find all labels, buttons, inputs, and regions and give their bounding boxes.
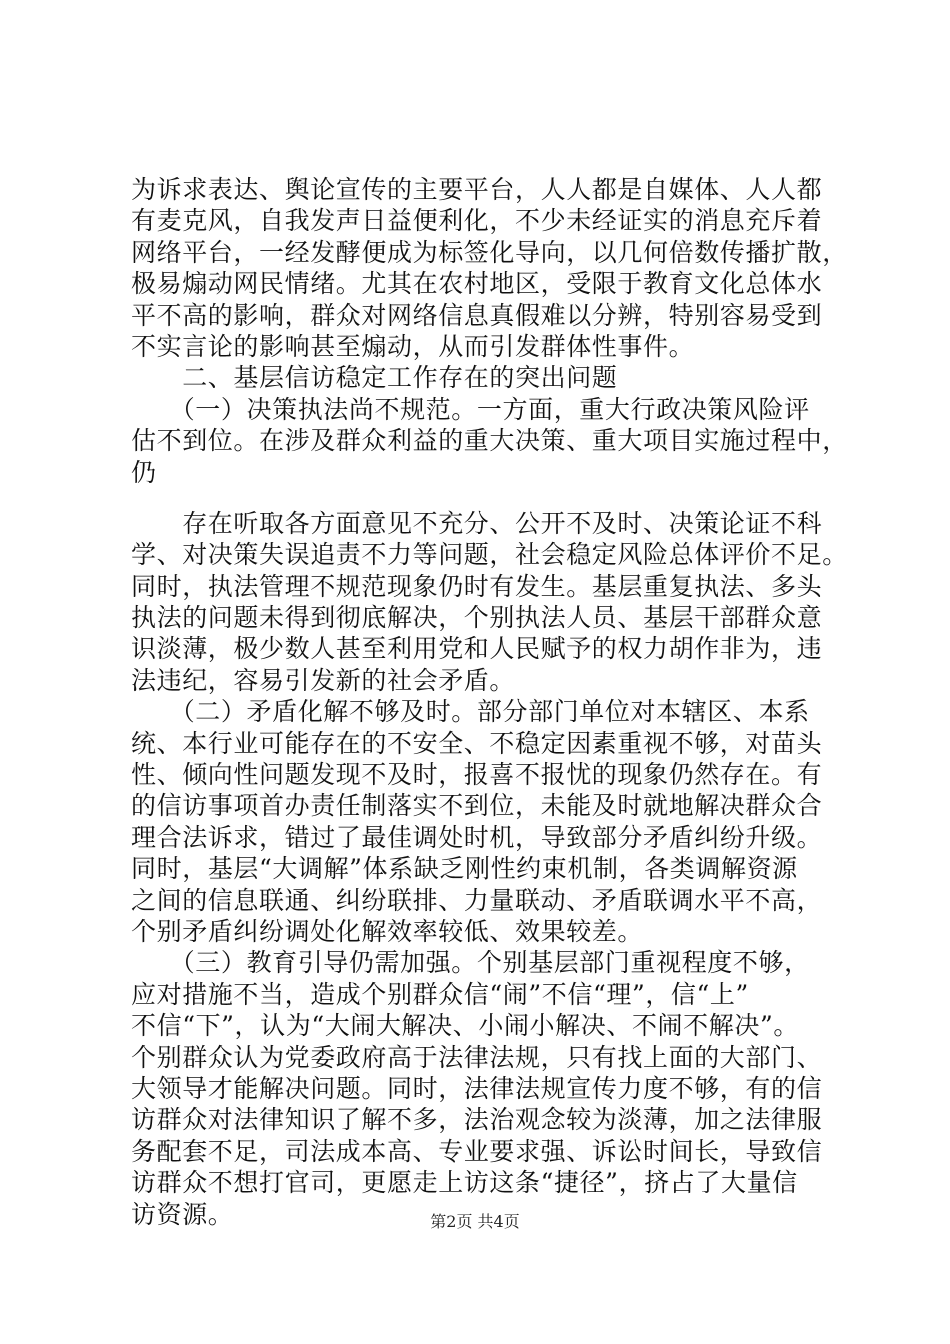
text-line: 估不到位。在涉及群众利益的重大决策、重大项目实施过程中，	[131, 426, 848, 456]
text-line: 访群众不想打官司，更愿走上访这条“捷径”，挤占了大量信	[131, 1168, 798, 1198]
text-line: 个别群众认为党委政府高于法律法规，只有找上面的大部门、	[131, 1042, 823, 1072]
section-heading: 二、基层信访稳定工作存在的突出问题	[131, 363, 618, 393]
text-line: 执法的问题未得到彻底解决，个别执法人员、基层干部群众意	[131, 603, 823, 633]
text-line: 平不高的影响，群众对网络信息真假难以分辨，特别容易受到	[131, 300, 823, 330]
paragraph-gap	[131, 488, 831, 508]
text-line: 网络平台，一经发酵便成为标签化导向，以几何倍数传播扩散，	[131, 237, 848, 267]
text-line: 仍	[131, 457, 157, 487]
text-line: 个别矛盾纠纷调处化解效率较低、效果较差。	[131, 916, 644, 946]
text-line: （一）决策执法尚不规范。一方面，重大行政决策风险评	[131, 394, 810, 424]
text-line: 访群众对法律知识了解不多，法治观念较为淡薄，加之法律服	[131, 1105, 823, 1135]
text-line: 应对措施不当，造成个别群众信“闹”不信“理”，信“上”	[131, 979, 749, 1009]
text-line: 统、本行业可能存在的不安全、不稳定因素重视不够，对苗头	[131, 728, 823, 758]
text-line: 大领导才能解决问题。同时，法律法规宣传力度不够，有的信	[131, 1073, 823, 1103]
document-body	[131, 174, 848, 1230]
text-line: 有麦克风，自我发声日益便利化，不少未经证实的消息充斥着	[131, 206, 823, 236]
text-line: 存在听取各方面意见不充分、公开不及时、决策论证不科	[131, 508, 823, 538]
text-line: 理合法诉求，错过了最佳调处时机，导致部分矛盾纠纷升级。	[131, 822, 823, 852]
text-line: 识淡薄，极少数人甚至利用党和人民赋予的权力胡作非为，违	[131, 634, 823, 664]
text-line: 为诉求表达、舆论宣传的主要平台，人人都是自媒体、人人都	[131, 175, 823, 204]
page-number: 第2页 共4页	[430, 1212, 520, 1231]
text-line: 不信“下”，认为“大闹大解决、小闹小解决、不闹不解决”。	[131, 1011, 799, 1041]
text-line: 同时，执法管理不规范现象仍时有发生。基层重复执法、多头	[131, 571, 823, 601]
text-line: 同时，基层“大调解”体系缺乏刚性约束机制，各类调解资源	[131, 854, 798, 884]
text-line: 性、倾向性问题发现不及时，报喜不报忧的现象仍然存在。有	[131, 760, 823, 790]
text-line: 访资源。	[131, 1199, 234, 1229]
text-line: （二）矛盾化解不够及时。部分部门单位对本辖区、本系	[131, 697, 810, 727]
text-line: 不实言论的影响甚至煽动，从而引发群体性事件。	[131, 331, 695, 361]
text-line: 之间的信息联通、纠纷联排、力量联动、矛盾联调水平不高，	[131, 885, 823, 915]
text-line: 学、对决策失误追责不力等问题，社会稳定风险总体评价不足。	[131, 540, 848, 570]
text-line: 的信访事项首办责任制落实不到位，未能及时就地解决群众合	[131, 791, 823, 821]
text-line: 法违纪，容易引发新的社会矛盾。	[131, 665, 516, 695]
text-line: 务配套不足，司法成本高、专业要求强、诉讼时间长，导致信	[131, 1136, 823, 1166]
text-line: （三）教育引导仍需加强。个别基层部门重视程度不够，	[131, 948, 810, 978]
text-line: 极易煽动网民情绪。尤其在农村地区，受限于教育文化总体水	[131, 269, 823, 299]
page-footer	[0, 1212, 950, 1232]
